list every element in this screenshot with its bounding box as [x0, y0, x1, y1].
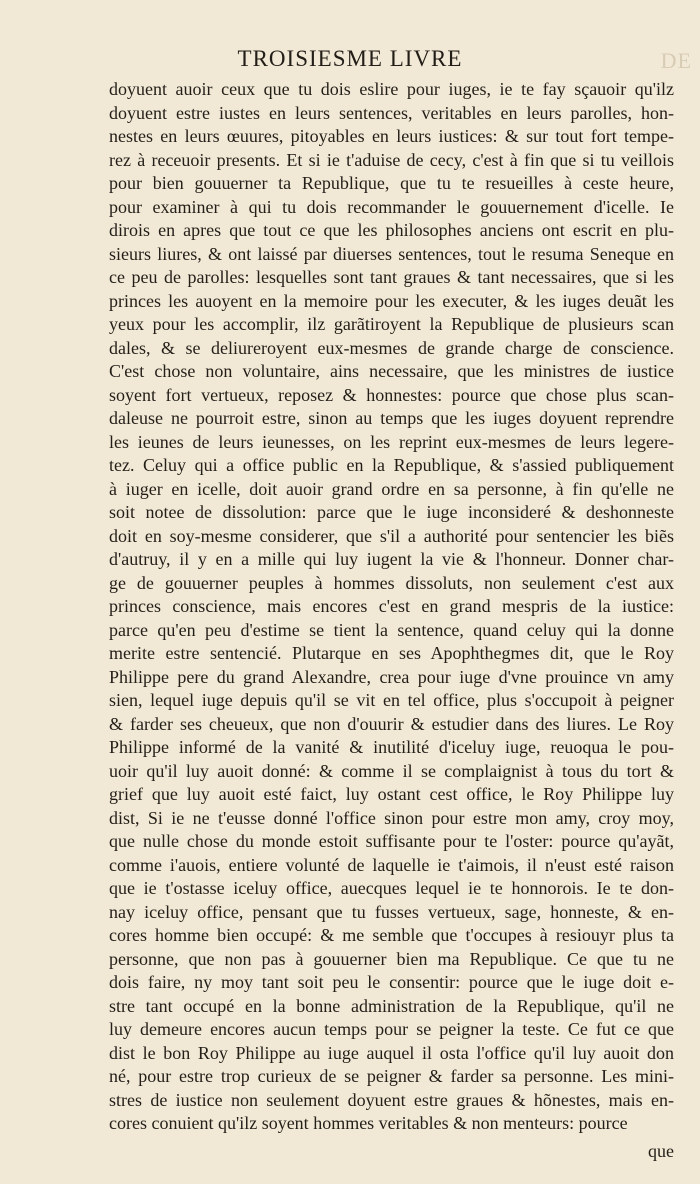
text-line: & farder ses cheueux, que non d'ouurir & estudier dans des liures. Le Roy — [109, 713, 674, 734]
text-line: daleuse ne pourroit estre, sinon au temps que les iuges doyuent reprendre — [109, 408, 674, 428]
text-line: stres de iustice non seulement doyuent estre graues & hõnestes, mais en- — [109, 1089, 674, 1110]
text-line: Philippe pere du grand Alexandre, crea pour iuge d'vne prouince vn amy — [109, 666, 674, 687]
text-line: stre tant occupé en la bonne administration de la Republique, qu'il ne — [109, 995, 674, 1016]
text-line: ce peu de parolles: lesquelles sont tant graues & tant necessaires, que si les — [109, 267, 674, 287]
text-line: né, pour estre trop curieux de se peigner & farder sa personne. Les mini- — [109, 1066, 674, 1086]
text-line: rez à receuoir presents. Et si ie t'aduise de cecy, c'est à fin que si tu veillois — [109, 149, 674, 170]
text-line: dois faire, ny moy tant soit peu le consentir: pource que le iuge doit e- — [109, 972, 674, 992]
text-line: C'est chose non voluntaire, ains necessaire, que les ministres de iustice — [109, 361, 674, 381]
text-line: soyent fort vertueux, reposez & honnestes: pource que chose plus scan- — [109, 384, 674, 405]
text-line: que ie t'ostasse iceluy office, auecques lequel ie te honnorois. Ie te don- — [109, 878, 674, 898]
text-line: cores homme bien occupé: & me semble que t'occupes à resiouyr plus ta — [109, 925, 674, 945]
text-line: d'autruy, il y en a mille qui luy iugent la vie & l'honneur. Donner char- — [109, 549, 674, 569]
text-line: yeux pour les accomplir, ilz garãtiroyent la Republique de plusieurs scan — [109, 314, 674, 334]
text-line: nay iceluy office, pensant que tu fusses vertueux, sage, honneste, & en- — [109, 901, 674, 922]
text-line: sieurs liures, & ont laissé par diuerses sentences, tout le resuma Seneque en — [109, 243, 674, 264]
bleed-through-text: DE — [660, 48, 692, 73]
text-line: doit en soy-mesme considerer, que s'il a authorité pour sentencier les biẽs — [109, 525, 674, 546]
text-line: princes les auoyent en la memoire pour les executer, & les iuges deuãt les — [109, 290, 674, 311]
text-line: pour bien gouuerner ta Republique, que tu te resueilles à ceste heure, — [109, 173, 674, 193]
text-line: pour examiner à qui tu dois recommander le gouuernement d'icelle. Ie — [109, 196, 674, 217]
text-line: dist, Si ie ne t'eusse donné l'office sinon pour estre mon amy, croy moy, — [109, 807, 674, 828]
text-line: les ieunes de leurs ieunesses, on les reprint eux-mesmes de leurs legere- — [109, 431, 674, 452]
text-line: tez. Celuy qui a office public en la Republique, & s'assied publiquement — [109, 455, 674, 475]
text-line: comme i'auois, entiere volunté de laquelle ie t'aimois, il n'eust esté raison — [109, 854, 674, 875]
text-line: dirois en apres que tout ce que les philosophes anciens ont escrit en plu- — [109, 220, 674, 240]
text-line: Philippe informé de la vanité & inutilité d'iceluy iuge, reuoqua le pou- — [109, 737, 674, 757]
text-line: dales, & se deliureroyent eux-mesmes de grande charge de conscience. — [109, 337, 674, 358]
text-line: personne, que non pas à gouuerner bien ma Republique. Ce que tu ne — [109, 948, 674, 969]
text-line: luy demeure encores aucun temps pour se peigner la teste. Ce fut ce que — [109, 1019, 674, 1039]
text-line: grief que luy auoit esté faict, luy ostant cest office, le Roy Philippe luy — [109, 784, 674, 804]
text-line: dist le bon Roy Philippe au iuge auquel il osta l'office qu'il luy auoit don — [109, 1042, 674, 1063]
text-line: doyuent estre iustes en leurs sentences, veritables en leurs parolles, hon- — [109, 102, 674, 123]
catchword: que — [648, 1140, 674, 1161]
running-title: TROISIESME LIVRE — [237, 46, 463, 71]
text-line: cores conuient qu'ilz soyent hommes veritables & non menteurs: pource — [109, 1113, 628, 1133]
text-line: parce qu'en peu d'estime se tient la sentence, quand celuy qui la donne — [109, 619, 674, 640]
text-line: soit notee de dissolution: parce que le iuge inconsideré & deshonneste — [109, 502, 674, 522]
text-line: princes conscience, mais encores c'est en grand mespris de la iustice: — [109, 596, 674, 616]
text-line: uoir qu'il luy auoit donné: & comme il se complaignist à tous du tort & — [109, 760, 674, 781]
body-text — [109, 78, 674, 1163]
text-line: à iuger en icelle, doit auoir grand ordre en sa personne, à fin qu'elle ne — [109, 478, 674, 499]
text-line: ge de gouuerner peuples à hommes dissoluts, non seulement c'est aux — [109, 572, 674, 593]
text-line: nestes en leurs œuures, pitoyables en leurs iustices: & sur tout fort tempe- — [109, 126, 674, 146]
text-line: merite estre sentencié. Plutarque en ses Apophthegmes dit, que le Roy — [109, 643, 674, 663]
text-line: doyuent auoir ceux que tu dois eslire pour iuges, ie te fay sçauoir qu'ilz — [109, 79, 674, 99]
text-line: que nulle chose du monde estoit suffisante pour te l'oster: pource qu'ayãt, — [109, 831, 674, 851]
text-line: sien, lequel iuge depuis qu'il se vit en tel office, plus s'occupoit à peigner — [109, 690, 674, 710]
